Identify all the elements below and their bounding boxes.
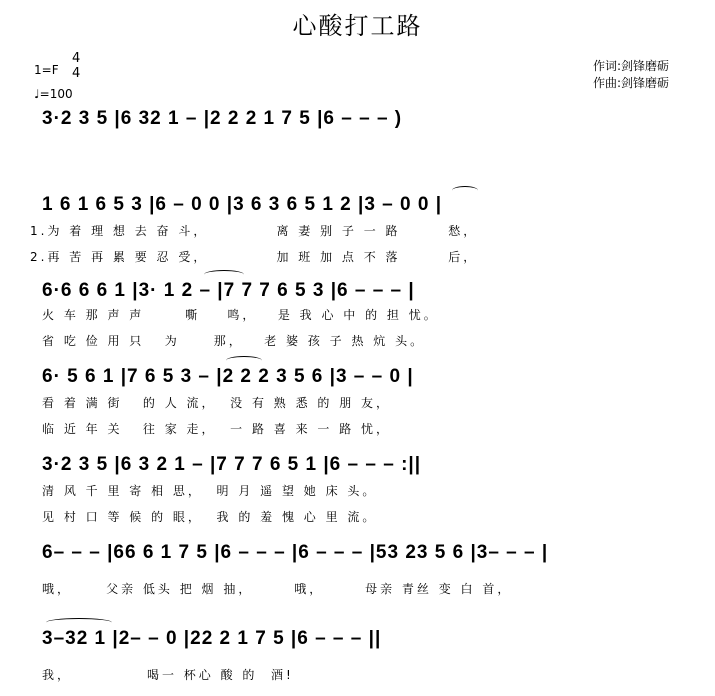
- song-title: 心酸打工路: [292, 12, 423, 40]
- lyrics-line-4-verse-2: [0, 420, 715, 438]
- slur-mark: [204, 270, 244, 279]
- lyrics-text: 哦， 父亲 低头 把 烟 抽， 哦， 母亲 青丝 变 白 首，: [42, 582, 513, 596]
- notation-line-7: 3–32 1 |2– – 0 |22 2 1 7 5 |6 – – – ||: [42, 628, 382, 649]
- lyrics-text: 看 着 满 街 的 人 流， 没 有 熟 悉 的 朋 友，: [42, 396, 392, 410]
- lyrics-text: 1.为 着 理 想 去 奋 斗， 离 妻 别 子 一 路 愁，: [30, 224, 479, 238]
- lyrics-line-6: [0, 580, 715, 598]
- lyrics-text: 省 吃 俭 用 只 为 那， 老 婆 孩 子 热 炕 头。: [42, 334, 426, 348]
- notation-line-1: 3·2 3 5 |6 32 1 – |2 2 2 1 7 5 |6 – – – ): [42, 108, 403, 129]
- slur-mark: [452, 186, 478, 195]
- lyrics-text: 2.再 苦 再 累 要 忍 受， 加 班 加 点 不 落 后，: [30, 250, 479, 264]
- lyrics-line-2-verse-1: [0, 222, 715, 240]
- score-line-4: [0, 364, 715, 392]
- lyrics-line-4-verse-1: [0, 394, 715, 412]
- tempo-marking: ♩=100: [34, 87, 73, 101]
- key-signature: 1=F: [34, 63, 59, 77]
- lyricist-credit: 作词:剑锋磨砺: [592, 59, 669, 73]
- notation-line-3: 6·6 6 6 1 |3· 1 2 – |7 7 7 6 5 3 |6 – – – |: [42, 280, 415, 301]
- notation-line-6: 6– – – |66 6 1 7 5 |6 – – – |6 – – – |53 23 5 6 |3– – – |: [42, 542, 549, 563]
- time-signature: [72, 52, 80, 82]
- slur-mark: [46, 618, 112, 627]
- score-line-2: [0, 192, 715, 220]
- lyrics-text: 临 近 年 关 往 家 走， 一 路 喜 来 一 路 忧，: [42, 422, 392, 436]
- lyrics-line-2-verse-2: [0, 248, 715, 266]
- lyrics-line-3-verse-2: [0, 332, 715, 350]
- score-line-5: [0, 452, 715, 480]
- notation-line-2: 1 6 1 6 5 3 |6 – 0 0 |3 6 3 6 5 1 2 |3 – 0 0 |: [42, 194, 443, 215]
- lyrics-line-7: [0, 666, 715, 684]
- score-line-6: [0, 540, 715, 568]
- lyrics-line-5-verse-2: [0, 508, 715, 526]
- slur-mark: [226, 356, 262, 365]
- notation-line-4: 6· 5 6 1 |7 6 5 3 – |2 2 2 3 5 6 |3 – – 0 |: [42, 366, 414, 387]
- score-line-7: [0, 626, 715, 654]
- lyrics-line-5-verse-1: [0, 482, 715, 500]
- lyrics-text: 清 风 千 里 寄 相 思， 明 月 遥 望 她 床 头。: [42, 484, 378, 498]
- credits: [593, 58, 669, 92]
- lyrics-text: 火 车 那 声 声 嘶 鸣， 是 我 心 中 的 担 忧。: [42, 308, 439, 322]
- composer-credit: 作曲:剑锋磨砺: [592, 76, 669, 90]
- time-signature-bottom: 4: [72, 66, 81, 81]
- score-line-1: [0, 106, 715, 134]
- time-signature-top: 4: [72, 51, 81, 66]
- notation-line-5: 3·2 3 5 |6 3 2 1 – |7 7 7 6 5 1 |6 – – – :||: [42, 454, 422, 475]
- lyrics-text: 见 村 口 等 候 的 眼， 我 的 羞 愧 心 里 流。: [42, 510, 378, 524]
- lyrics-text: 我， 喝一 杯心 酸 的 酒!: [42, 668, 294, 682]
- lyrics-line-3-verse-1: [0, 306, 715, 324]
- score-line-3: [0, 278, 715, 306]
